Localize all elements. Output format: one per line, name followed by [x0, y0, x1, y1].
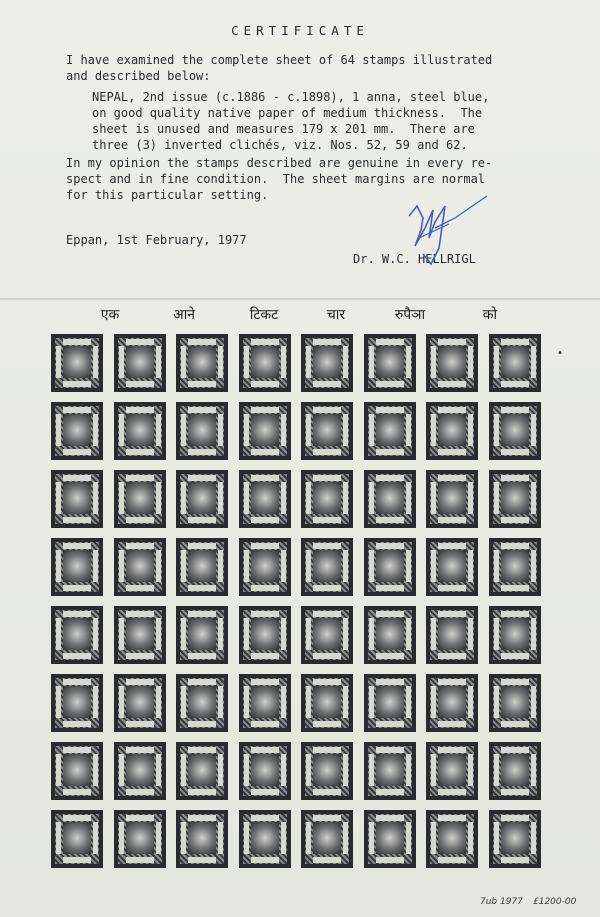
- certificate-title: CERTIFICATE: [231, 23, 369, 38]
- stamp: [426, 674, 478, 732]
- header-rupaiya: रुपैञा: [394, 307, 426, 323]
- stamp: [301, 810, 353, 868]
- stamp-sheet: [48, 332, 548, 872]
- intro-paragraph: I have examined the complete sheet of 64 stamps illustrated and described below:: [66, 53, 493, 83]
- stamp: [301, 334, 353, 392]
- stamp: [489, 470, 541, 528]
- date-line: Eppan, 1st February, 1977: [66, 233, 247, 247]
- stamp: [239, 402, 291, 460]
- stamp: [426, 810, 478, 868]
- stamp: [426, 334, 478, 392]
- signature-icon: [395, 188, 515, 270]
- stamp: [239, 538, 291, 596]
- stamp: [364, 334, 416, 392]
- stamp: [301, 402, 353, 460]
- signer-name: Dr. W.C. HELLRIGL: [353, 252, 476, 266]
- stamp: [239, 742, 291, 800]
- stamp: [176, 402, 228, 460]
- stamp: [176, 674, 228, 732]
- stamp: [426, 470, 478, 528]
- stamp: [114, 334, 166, 392]
- stamp: [51, 470, 103, 528]
- stamp: [489, 402, 541, 460]
- header-char: चार: [326, 307, 346, 323]
- stamp: [489, 810, 541, 868]
- stamp: [239, 606, 291, 664]
- opinion-paragraph: In my opinion the stamps described are genuine in every re- spect and in fine condition. The sheet margins are normal for this particular setting.: [66, 156, 493, 202]
- footnote-price: £1200-00: [533, 897, 577, 907]
- stamp: [489, 538, 541, 596]
- stamp: [51, 742, 103, 800]
- stamp: [239, 334, 291, 392]
- stamp: [239, 470, 291, 528]
- stamp: [489, 606, 541, 664]
- header-ko: को: [482, 307, 498, 323]
- stamp: [426, 742, 478, 800]
- stamp: [301, 674, 353, 732]
- header-aane: आने: [172, 307, 196, 323]
- sheet-column-headers: [0, 305, 600, 333]
- margin-mark: •: [557, 348, 564, 359]
- description-paragraph: NEPAL, 2nd issue (c.1886 - c.1898), 1 anna, steel blue, on good quality native paper of medium thickness. The sheet is unused and measures 179 x 201 mm. There are three (3) inverted clichés, viz. Nos. 52, 59 and 62.: [92, 90, 490, 152]
- stamp: [176, 334, 228, 392]
- stamp: [364, 606, 416, 664]
- stamp: [489, 674, 541, 732]
- stamp: [301, 742, 353, 800]
- header-tikat: टिकट: [249, 307, 279, 323]
- header-ek: एक: [100, 307, 120, 323]
- stamp: [489, 334, 541, 392]
- stamp: [114, 606, 166, 664]
- stamp: [364, 538, 416, 596]
- stamp: [364, 402, 416, 460]
- stamp: [426, 402, 478, 460]
- stamp: [114, 810, 166, 868]
- stamp: [51, 334, 103, 392]
- stamp: [364, 742, 416, 800]
- stamp: [176, 810, 228, 868]
- stamp: [364, 470, 416, 528]
- stamp: [364, 674, 416, 732]
- stamp: [51, 402, 103, 460]
- stamp: [176, 742, 228, 800]
- stamp: [426, 606, 478, 664]
- stamp: [176, 538, 228, 596]
- stamp: [239, 810, 291, 868]
- stamp: [51, 606, 103, 664]
- stamp: [489, 742, 541, 800]
- stamp: [301, 470, 353, 528]
- stamp: [114, 470, 166, 528]
- stamp: [364, 810, 416, 868]
- stamp: [114, 742, 166, 800]
- stamp: [114, 538, 166, 596]
- stamp: [51, 538, 103, 596]
- stamp: [51, 674, 103, 732]
- stamp: [176, 470, 228, 528]
- stamp: [426, 538, 478, 596]
- stamp: [301, 538, 353, 596]
- stamp: [51, 810, 103, 868]
- stamp: [114, 674, 166, 732]
- fold-line: [0, 298, 600, 300]
- footnote-date: 7ub 1977: [480, 897, 523, 907]
- stamp: [176, 606, 228, 664]
- stamp: [301, 606, 353, 664]
- stamp: [114, 402, 166, 460]
- stamp: [239, 674, 291, 732]
